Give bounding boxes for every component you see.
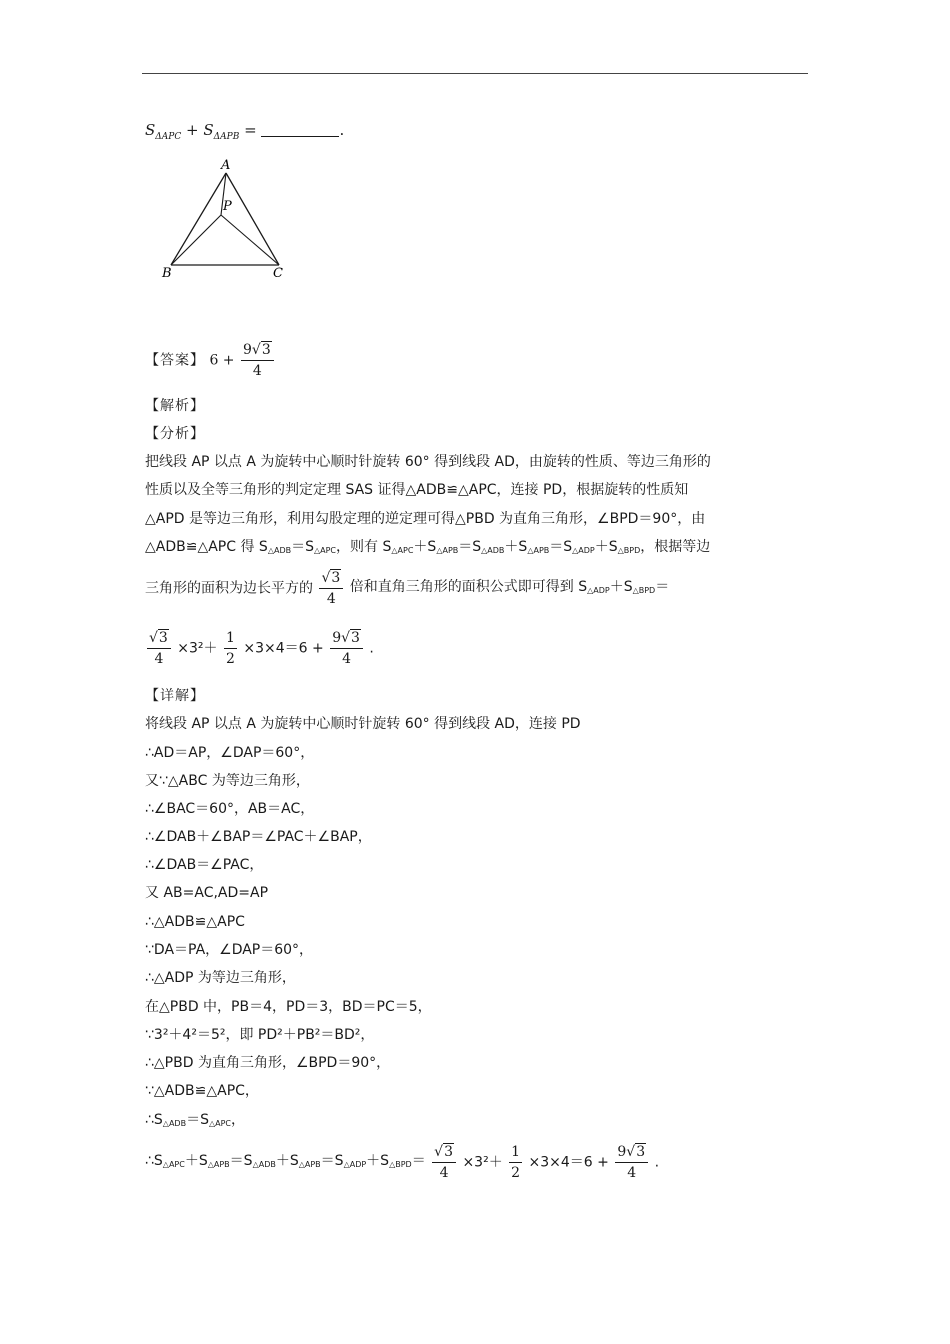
detail-line-4: ∴∠BAC＝60°，AB＝AC， <box>145 801 315 817</box>
result-fraction: $\frac{9√3}{4}$ <box>615 1142 648 1183</box>
detail-line-15: ∴S△ADB＝S△APC， <box>145 1112 246 1128</box>
detail-line-6: ∴∠DAB＝∠PAC， <box>145 857 264 873</box>
detail-line-11: 在△PBD 中，PB＝4，PD＝3，BD＝PC＝5， <box>145 999 432 1015</box>
answer-blank <box>261 122 339 137</box>
one-half-fraction: $\frac{1}{2}$ <box>226 630 235 667</box>
detail-line-13: ∴△PBD 为直角三角形，∠BPD＝90°， <box>145 1055 391 1071</box>
analysis-line-3: △APD 是等边三角形，利用勾股定理的逆定理可得△PBD 为直角三角形，∠BPD＝90°，由 <box>145 511 706 527</box>
tag-xiangjie: 【详解】 <box>145 688 205 704</box>
detail-line-10: ∴△ADP 为等边三角形， <box>145 970 296 986</box>
analysis-line-6: $\frac{√3}{4}$ ×3²＋ $\frac{1}{2}$ ×3×4＝6 + $\frac{9√3}{4}$ . <box>149 630 374 667</box>
analysis-line-1: 把线段 AP 以点 A 为旋转中心顺时针旋转 60° 得到线段 AD，由旋转的性质、等边三角形的 <box>145 454 711 470</box>
segment-cp <box>221 215 279 265</box>
answer-tag: 【答案】 <box>145 352 205 369</box>
label-p: P <box>223 199 232 214</box>
detail-line-14: ∵△ADB≌△APC， <box>145 1083 259 1099</box>
one-half-fraction: $\frac{1}{2}$ <box>511 1144 521 1181</box>
answer-fraction: $\frac{9√3}{4}$ <box>241 340 274 381</box>
detail-line-8: ∴△ADB≌△APC <box>145 914 245 930</box>
answer-line: 【答案】 6 + $\frac{9√3}{4}$ <box>145 340 276 381</box>
header-rule <box>142 73 808 74</box>
question-expression: $S_{\Delta APC} + S_{\Delta APB}$ = . <box>145 121 345 142</box>
analysis-line-5: 三角形的面积为边长平方的 $\frac{√3}{4}$ 倍和直角三角形的面积公式即可得到 S△ADP＋S△BPD＝ <box>145 570 670 607</box>
detail-line-3: 又∵△ABC 为等边三角形， <box>145 773 310 789</box>
analysis-line-4: △ADB≌△APC 得 S△ADB＝S△APC，则有 S△APC＋S△APB＝S△ADB＋S△APB＝S△ADP＋S△BPD，根据等边 <box>145 539 711 555</box>
label-a: A <box>221 158 231 173</box>
triangle-figure <box>159 155 299 285</box>
result-fraction: $\frac{9√3}{4}$ <box>330 628 363 669</box>
detail-line-1: 将线段 AP 以点 A 为旋转中心顺时针旋转 60° 得到线段 AD，连接 PD <box>145 716 581 732</box>
sqrt3-over-4-fraction: $\frac{√3}{4}$ <box>319 568 343 609</box>
tag-jiexi: 【解析】 <box>145 398 205 414</box>
side-ac <box>226 173 279 265</box>
detail-final-line: ∴S△APC＋S△APB＝S△ADB＋S△APB＝S△ADP＋S△BPD＝ $\frac{√3}{4}$ ×3²＋ $\frac{1}{2}$ ×3×4＝6 + $\frac{9√3}{4}$ . <box>145 1144 660 1181</box>
tag-fenxi: 【分析】 <box>145 426 205 442</box>
label-c: C <box>273 266 283 281</box>
detail-line-7: 又 AB=AC,AD=AP <box>145 885 269 901</box>
detail-line-2: ∴AD＝AP，∠DAP＝60°， <box>145 745 315 761</box>
label-b: B <box>162 266 172 281</box>
sqrt3-over-4-fraction: $\frac{√3}{4}$ <box>432 1142 456 1183</box>
sqrt3-over-4-fraction: $\frac{√3}{4}$ <box>147 628 171 669</box>
detail-line-9: ∵DA＝PA，∠DAP＝60°， <box>145 942 314 958</box>
analysis-line-2: 性质以及全等三角形的判定定理 SAS 证得△ADB≌△APC，连接 PD，根据旋转的性质知 <box>145 482 689 498</box>
detail-line-5: ∴∠DAB＋∠BAP＝∠PAC＋∠BAP， <box>145 829 372 845</box>
detail-line-12: ∵3²＋4²＝5²，即 PD²＋PB²＝BD²， <box>145 1027 375 1043</box>
